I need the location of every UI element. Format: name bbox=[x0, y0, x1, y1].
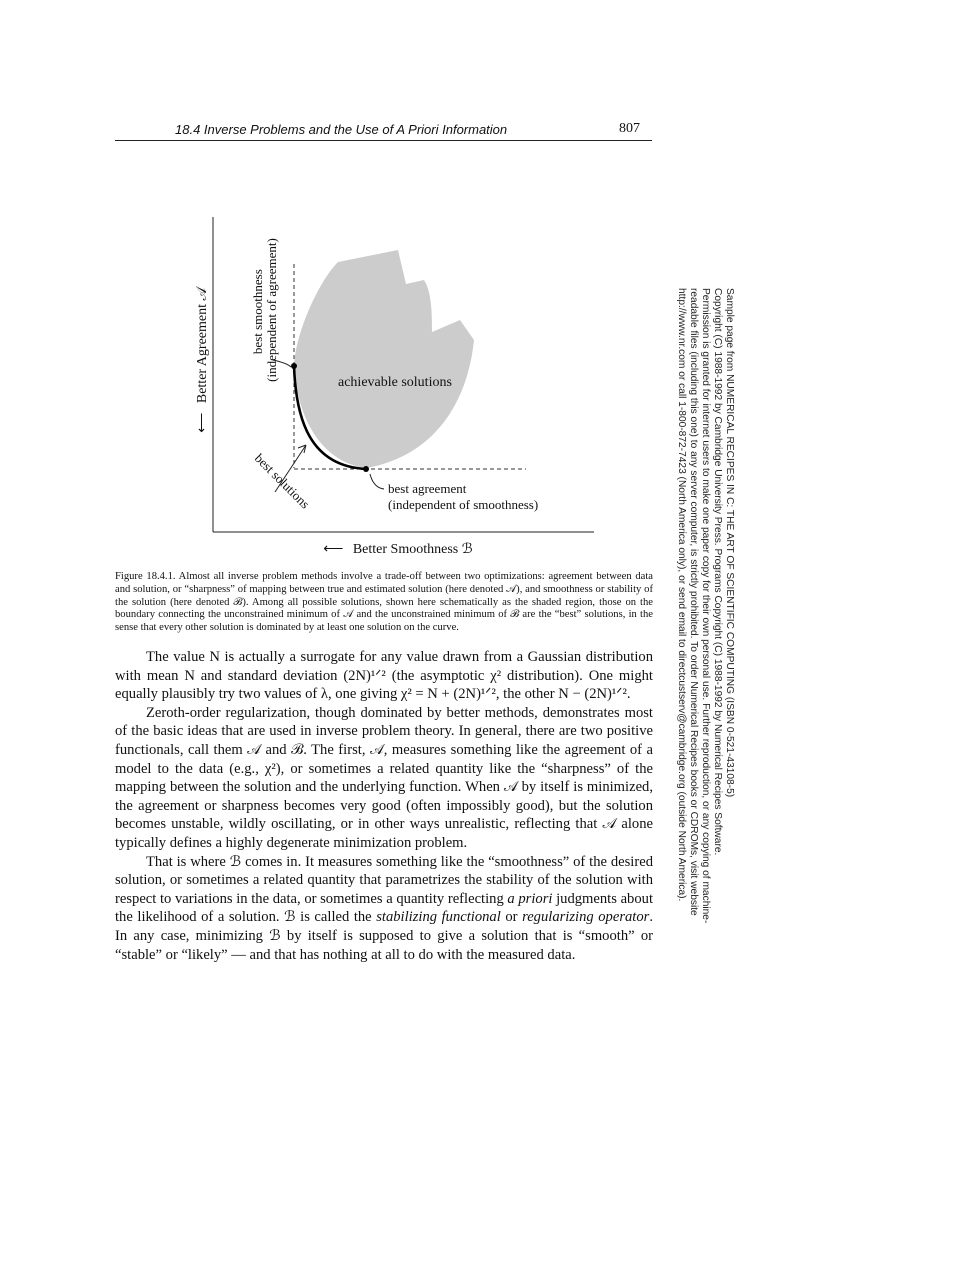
header-rule bbox=[115, 140, 652, 141]
running-header-title: 18.4 Inverse Problems and the Use of A Priori Information bbox=[175, 122, 508, 137]
best-agreement-line1: best agreement bbox=[388, 481, 467, 496]
paragraph-3-emphasis-stabilizing: stabilizing functional bbox=[376, 909, 501, 926]
best-agreement-point bbox=[363, 466, 369, 472]
paragraph-3-part-d: . In any case, minimizing ℬ by itself is supposed to give a solution that is “smooth” or “stable” or “likely” — and that has nothing at all to do with the measured data. bbox=[115, 909, 653, 963]
paragraph-3-part-c: or bbox=[500, 909, 523, 926]
best-smoothness-point bbox=[291, 363, 297, 369]
paragraph-3-part-b: judgments about the likelihood of a solution. ℬ is called the bbox=[115, 890, 653, 926]
paragraph-3-part-a: That is where ℬ comes in. It measures something like the “smoothness” of the desired solution, or sometimes a related quantity that parametrizes the stability of the solution with respect to variations in the data, or sometimes a quantity reflecting bbox=[115, 853, 653, 907]
best-smoothness-line2: (independent of agreement) bbox=[264, 238, 279, 382]
side-note-line-1: Sample page from NUMERICAL RECIPES IN C: THE ART OF SCIENTIFIC COMPUTING (ISBN 0-521-43108-5) bbox=[724, 288, 735, 798]
x-axis-arrow: ⟵ bbox=[323, 542, 344, 557]
y-axis-label-text: Better Agreement 𝒜 bbox=[195, 287, 210, 404]
side-note-line-3: Permission is granted for internet users to make one paper copy for their own personal use. Further reproduction, or any copying of machine- bbox=[700, 288, 712, 924]
body-text bbox=[115, 648, 653, 964]
y-axis-arrow: ⟵ bbox=[195, 412, 210, 433]
paragraph-3-emphasis-regularizing: regularizing operator bbox=[522, 909, 650, 926]
paragraph-1: The value N is actually a surrogate for any value drawn from a Gaussian distribution with mean N and standard deviation (2N)¹ᐟ² (the asymptotic χ² distribution). One might equally plausibly try two values of λ, one giving χ² = N + (2N)¹ᐟ², the other N − (2N)¹ᐟ². bbox=[115, 649, 653, 703]
best-agreement-pointer bbox=[370, 474, 384, 489]
side-note-line-5: http://www.nr.com or call 1-800-872-7423 (North America only), or send email to directcustserv@cambridge.org (outside North America). bbox=[676, 288, 688, 902]
paragraph-3-emphasis-a-priori: a priori bbox=[507, 890, 553, 907]
page-number: 807 bbox=[619, 121, 640, 136]
copyright-side-note bbox=[675, 288, 735, 1138]
tradeoff-figure bbox=[170, 180, 650, 570]
paragraph-3 bbox=[115, 853, 653, 965]
best-smoothness-label bbox=[250, 238, 279, 382]
x-axis-label-text: Better Smoothness ℬ bbox=[352, 542, 473, 557]
achievable-region bbox=[294, 250, 474, 468]
figure-caption: Figure 18.4.1. Almost all inverse problem methods involve a trade-off between two optimizations: agreement between data and solution, or “sharpness” of mapping between true and estimated solution (here denoted 𝒜), and smoothness or stability of the solution (here denoted ℬ). Among all possible solutions, shown here schematically as the shaded region, those on the boundary connecting the unconstrained minimum of 𝒜 and the unconstrained minimum of ℬ are the “best” solutions, in the sense that every other solution is dominated by at least one solution on the curve. bbox=[115, 571, 653, 634]
side-note-line-2: Copyright (C) 1988-1992 by Cambridge University Press. Programs Copyright (C) 1988-1992 by Numerical Recipes Software. bbox=[712, 288, 724, 856]
x-axis-label bbox=[323, 542, 472, 557]
side-note-line-4: readable files (including this one) to any server computer, is strictly prohibited. To order Numerical Recipes books or CDROMs, visit website bbox=[688, 288, 700, 916]
best-agreement-line2: (independent of smoothness) bbox=[388, 497, 539, 512]
region-label: achievable solutions bbox=[338, 375, 452, 390]
best-solutions-label: best solutions bbox=[251, 450, 313, 512]
paragraph-2: Zeroth-order regularization, though dominated by better methods, demonstrates most of the basic ideas that are used in inverse problem theory. In general, there are two positive functionals, call them 𝒜 and ℬ. The first, 𝒜, measures something like the agreement of a model to the data (e.g., χ²), or sometimes a related quantity like the “sharpness” of the mapping between the solution and the underlying function. When 𝒜 by itself is minimized, the agreement or sharpness becomes very good (often impossibly good), but the solution becomes unstable, wildly oscillating, or in other ways unrealistic, reflecting that 𝒜 alone typically defines a highly degenerate minimization problem. bbox=[115, 704, 653, 851]
best-agreement-label bbox=[388, 481, 538, 512]
y-axis-label bbox=[195, 286, 210, 433]
best-smoothness-line1: best smoothness bbox=[250, 269, 265, 355]
